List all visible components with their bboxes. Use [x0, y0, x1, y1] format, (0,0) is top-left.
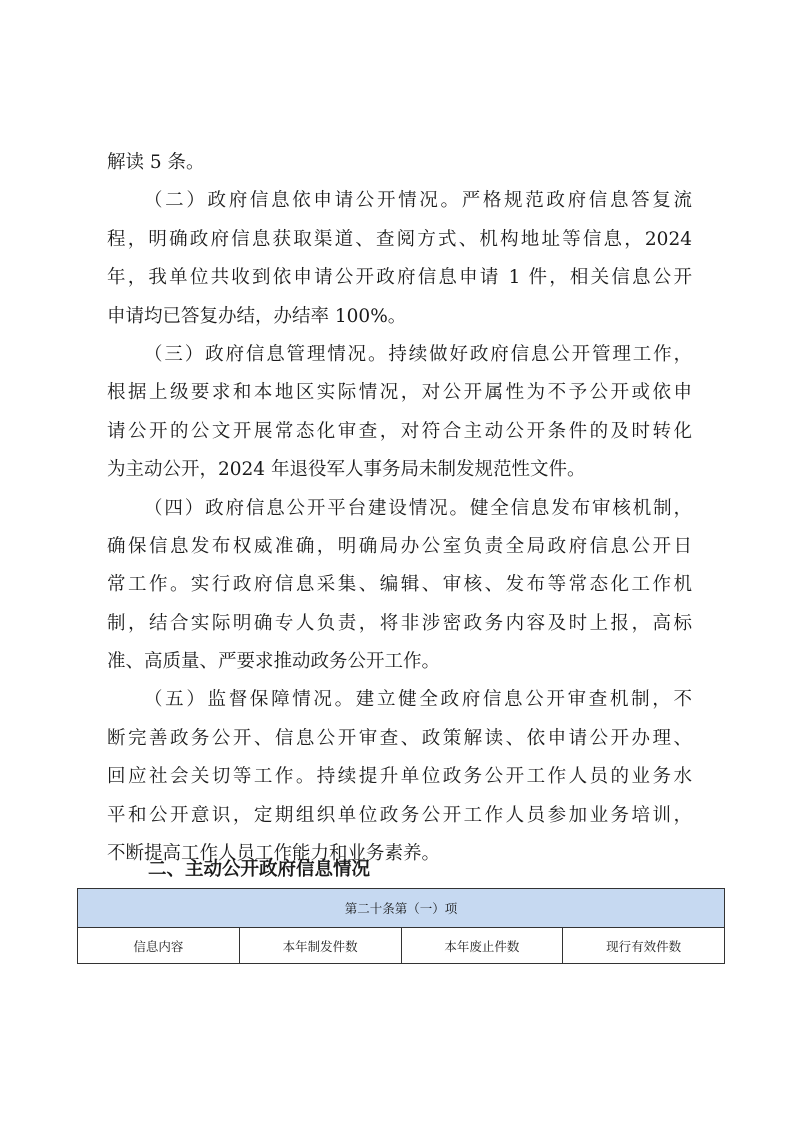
- column-header: 本年制发件数: [239, 928, 401, 964]
- text-line: 根据上级要求和本地区实际情况，对公开属性为不予公开或依申: [107, 382, 692, 404]
- text-line: 确保信息发布权威准确，明确局办公室负责全局政府信息公开日: [107, 535, 692, 557]
- table-header-row: [78, 928, 725, 964]
- section-heading: 二、主动公开政府信息情况: [148, 859, 371, 880]
- table-title: 第二十条第（一）项: [78, 889, 725, 928]
- text-line: 解读 5 条。: [107, 152, 205, 173]
- text-line: 准、高质量、严要求推动政务公开工作。: [107, 651, 441, 673]
- column-header: 现行有效件数: [563, 928, 725, 964]
- text-line: （五）监督保障情况。建立健全政府信息公开审查机制，不: [144, 689, 692, 711]
- text-line: 不断提高工作人员工作能力和业务素养。: [107, 843, 441, 865]
- text-line: 请公开的公文开展常态化审查，对符合主动公开条件的及时转化: [107, 420, 692, 442]
- text-line: 平和公开意识，定期组织单位政务公开工作人员参加业务培训，: [107, 804, 692, 826]
- info-table: [77, 888, 725, 964]
- text-line: 常工作。实行政府信息采集、编辑、审核、发布等常态化工作机: [107, 574, 692, 596]
- text-line: 申请均已答复办结，办结率 100%。: [107, 305, 407, 327]
- column-header: 本年废止件数: [401, 928, 563, 964]
- column-header: 信息内容: [78, 928, 240, 964]
- text-line: 断完善政务公开、信息公开审查、政策解读、依申请公开办理、: [107, 727, 692, 749]
- text-line: （四）政府信息公开平台建设情况。健全信息发布审核机制，: [144, 497, 692, 519]
- text-line: 年，我单位共收到依申请公开政府信息申请 1 件，相关信息公开: [107, 267, 692, 289]
- table-title-row: [78, 889, 725, 928]
- text-line: 为主动公开，2024 年退役军人事务局未制发规范性文件。: [107, 459, 586, 481]
- text-line: （三）政府信息管理情况。持续做好政府信息公开管理工作，: [144, 343, 692, 365]
- text-line: （二）政府信息依申请公开情况。严格规范政府信息答复流: [144, 190, 692, 212]
- text-line: 回应社会关切等工作。持续提升单位政务公开工作人员的业务水: [107, 766, 692, 788]
- document-body: [107, 144, 692, 873]
- text-line: 程，明确政府信息获取渠道、查阅方式、机构地址等信息，2024: [107, 228, 692, 250]
- text-line: 制，结合实际明确专人负责，将非涉密政务内容及时上报，高标: [107, 612, 692, 634]
